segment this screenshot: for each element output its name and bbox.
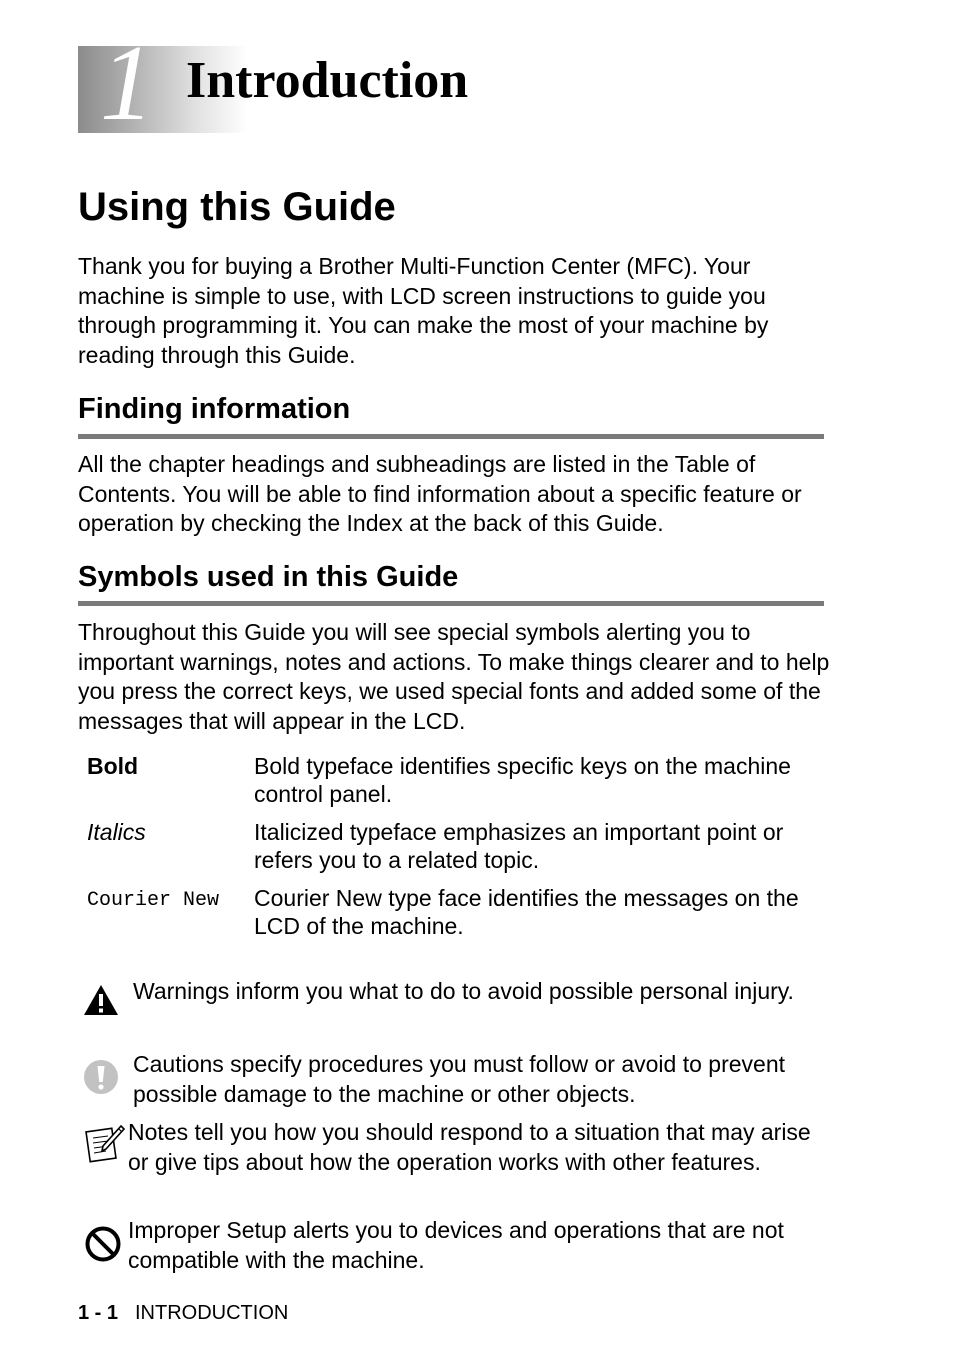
symbol-description: Italicized typeface emphasizes an important point or refers you to a related topic. bbox=[254, 819, 784, 873]
symbol-term: Bold bbox=[87, 753, 139, 779]
note-text: Notes tell you how you should respond to a situation that may arise or give tips about how the operation works with other features. bbox=[128, 1119, 811, 1175]
chapter-title: Introduction bbox=[186, 52, 469, 109]
footer-chapter-title: INTRODUCTION bbox=[135, 1302, 289, 1324]
caution-text: Cautions specify procedures you must follow or avoid to prevent possible damage to the machine or other objects. bbox=[133, 1051, 785, 1107]
symbol-term: Italics bbox=[87, 819, 146, 845]
symbol-description: Courier New type face identifies the messages on the LCD of the machine. bbox=[254, 885, 799, 939]
note-pencil-icon bbox=[84, 1123, 126, 1165]
heading-rule bbox=[78, 601, 824, 606]
prohibited-circle-icon bbox=[84, 1225, 122, 1263]
symbols-paragraph: Throughout this Guide you will see special symbols alerting you to important warnings, notes and actions. To make things clearer and to help you press the correct keys, we used special fonts and added some of the messages that will appear in the LCD. bbox=[78, 619, 830, 734]
symbol-term: Courier New bbox=[87, 889, 220, 912]
section-title: Using this Guide bbox=[78, 185, 396, 229]
section-intro-paragraph: Thank you for buying a Brother Multi-Function Center (MFC). Your machine is simple to use, with LCD screen instructions to guide you through programming it. You can make the most of your machine by reading through this Guide. bbox=[78, 253, 769, 368]
warning-text: Warnings inform you what to do to avoid possible personal injury. bbox=[133, 978, 794, 1004]
caution-exclamation-icon bbox=[82, 1058, 120, 1096]
finding-information-heading: Finding information bbox=[78, 393, 351, 425]
page-number: 1 - 1 bbox=[78, 1302, 119, 1324]
symbols-heading: Symbols used in this Guide bbox=[78, 561, 459, 593]
warning-triangle-icon bbox=[82, 983, 120, 1017]
improper-setup-text: Improper Setup alerts you to devices and operations that are not compatible with the machine. bbox=[128, 1217, 784, 1273]
symbol-description: Bold typeface identifies specific keys on the machine control panel. bbox=[254, 753, 791, 807]
finding-information-paragraph: All the chapter headings and subheadings are listed in the Table of Contents. You will be able to find information about a specific feature or operation by checking the Index at the back of this Guide. bbox=[78, 451, 802, 536]
heading-rule bbox=[78, 434, 824, 439]
chapter-number: 1 bbox=[100, 24, 154, 143]
